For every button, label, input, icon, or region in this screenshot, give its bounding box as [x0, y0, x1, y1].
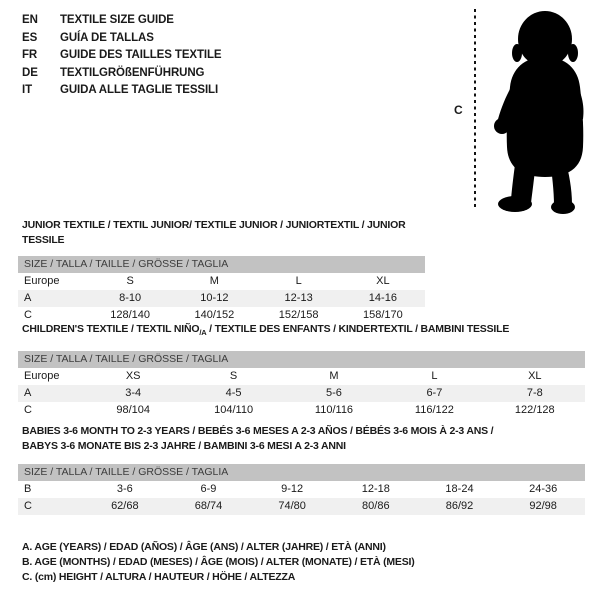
legend-line-a: A. AGE (YEARS) / EDAD (AÑOS) / ÂGE (ANS) / ALTER (JAHRE) / ETÀ (ANNI)	[22, 541, 386, 553]
lang-title: GUÍA DE TALLAS	[60, 31, 154, 44]
cell: 5-6	[326, 386, 342, 399]
cell: 110/116	[314, 403, 354, 416]
cell: XL	[528, 369, 542, 382]
lang-row-fr	[22, 47, 222, 65]
cell: 24-36	[529, 483, 558, 495]
legend-line-b: B. AGE (MONTHS) / EDAD (MESES) / ÂGE (MOIS) / ALTER (MONATE) / ETÀ (MESI)	[22, 556, 415, 569]
lang-title: TEXTILGRÖßENFÜHRUNG	[60, 66, 205, 79]
cell: S	[229, 369, 238, 382]
table-row	[18, 273, 425, 290]
table-row	[18, 481, 585, 498]
table-row	[18, 385, 585, 402]
junior-size-table	[18, 256, 425, 324]
cell: 68/74	[194, 500, 223, 512]
lang-title: TEXTILE SIZE GUIDE	[60, 14, 174, 26]
cell: 6-7	[426, 386, 443, 399]
cell: XS	[125, 369, 141, 382]
lang-code: EN	[22, 14, 38, 26]
cell: 7-8	[526, 386, 543, 399]
cell: 158/170	[362, 309, 403, 321]
row-label: Europe	[24, 275, 60, 287]
row-label: C	[24, 500, 32, 512]
babies-section-title	[22, 424, 585, 453]
title-subscript: /A	[199, 328, 207, 338]
cell: M	[329, 369, 339, 382]
cell: 92/98	[529, 500, 557, 512]
lang-title: GUIDA ALLE TAGLIE TESSILI	[60, 84, 219, 97]
cell: 9-12	[281, 483, 304, 495]
size-table-header: SIZE / TALLA / TAILLE / GRÖSSE / TAGLIA	[18, 256, 425, 273]
height-dashed-line	[474, 9, 476, 209]
lang-code: DE	[22, 66, 38, 79]
table-row	[18, 402, 585, 419]
row-label: C	[24, 403, 32, 416]
cell: S	[126, 275, 134, 287]
babies-size-table	[18, 464, 585, 515]
cell: 86/92	[445, 500, 474, 512]
lang-code: FR	[22, 49, 38, 62]
cell: 74/80	[278, 500, 306, 512]
row-label: C	[24, 309, 32, 321]
cell: 122/128	[514, 403, 555, 416]
children-size-table	[18, 351, 585, 419]
language-header	[22, 12, 222, 100]
children-section-title	[22, 322, 585, 341]
table-row	[18, 498, 585, 515]
cell: 128/140	[110, 309, 150, 321]
cell: 62/68	[111, 500, 139, 512]
table-row	[18, 290, 425, 307]
lang-code: ES	[22, 31, 38, 44]
title-part: / TEXTILE DES ENFANTS / KINDERTEXTIL / BAMBINI TESSILE	[206, 323, 510, 335]
cell: M	[209, 275, 219, 287]
height-figure	[452, 5, 600, 217]
size-table-header: SIZE / TALLA / TAILLE / GRÖSSE / TAGLIA	[18, 464, 585, 481]
table-row	[18, 368, 585, 385]
row-label: Europe	[24, 369, 60, 382]
height-measure-label: C	[454, 103, 463, 117]
junior-section-title: JUNIOR TEXTILE / TEXTIL JUNIOR/ TEXTILE JUNIOR / JUNIORTEXTIL / JUNIOR TESSILE	[22, 219, 406, 246]
title-part: CHILDREN'S TEXTILE / TEXTIL NIÑO	[22, 323, 200, 335]
row-label: A	[24, 386, 32, 399]
legend-line-c: C. (cm) HEIGHT / ALTURA / HAUTEUR / HÖHE / ALTEZZA	[22, 571, 296, 584]
baby-silhouette-icon	[488, 7, 598, 217]
lang-row-es	[22, 30, 222, 48]
cell: 104/110	[214, 403, 254, 416]
row-label: B	[24, 483, 32, 495]
cell: 10-12	[200, 292, 229, 304]
cell: 3-6	[116, 483, 133, 495]
junior-textile-section	[18, 218, 425, 324]
cell: 98/104	[116, 403, 151, 416]
cell: 152/158	[278, 309, 319, 321]
babies-textile-section	[18, 424, 585, 515]
title-line-1: BABIES 3-6 MONTH TO 2-3 YEARS / BEBÉS 3-6 MESES A 2-3 AÑOS / BÉBÉS 3-6 MOIS À 2-3 ANS /	[22, 425, 494, 437]
cell: 12-13	[284, 292, 313, 304]
lang-row-it	[22, 82, 222, 100]
cell: 140/152	[194, 309, 235, 321]
lang-title: GUIDE DES TAILLES TEXTILE	[60, 49, 222, 62]
cell: 80/86	[362, 500, 390, 512]
children-textile-section	[18, 322, 585, 419]
cell: 116/122	[414, 403, 454, 416]
cell: 18-24	[445, 483, 474, 495]
lang-code: IT	[22, 84, 33, 97]
lang-row-de	[22, 65, 222, 83]
size-table-header: SIZE / TALLA / TAILLE / GRÖSSE / TAGLIA	[18, 351, 585, 368]
cell: 6-9	[200, 483, 217, 495]
row-label: A	[24, 292, 32, 304]
lang-row-en	[22, 12, 222, 30]
cell: L	[431, 369, 438, 382]
cell: 3-4	[125, 386, 142, 399]
cell: L	[295, 275, 302, 287]
title-line-2: BABYS 3-6 MONATE BIS 2-3 JAHRE / BAMBINI 3-6 MESI A 2-3 ANNI	[22, 439, 346, 452]
cell: 14-16	[368, 292, 397, 304]
cell: 8-10	[119, 292, 142, 304]
cell: 12-18	[361, 483, 390, 495]
cell: 4-5	[225, 386, 242, 399]
cell: XL	[376, 275, 390, 287]
measure-legend	[22, 540, 415, 586]
